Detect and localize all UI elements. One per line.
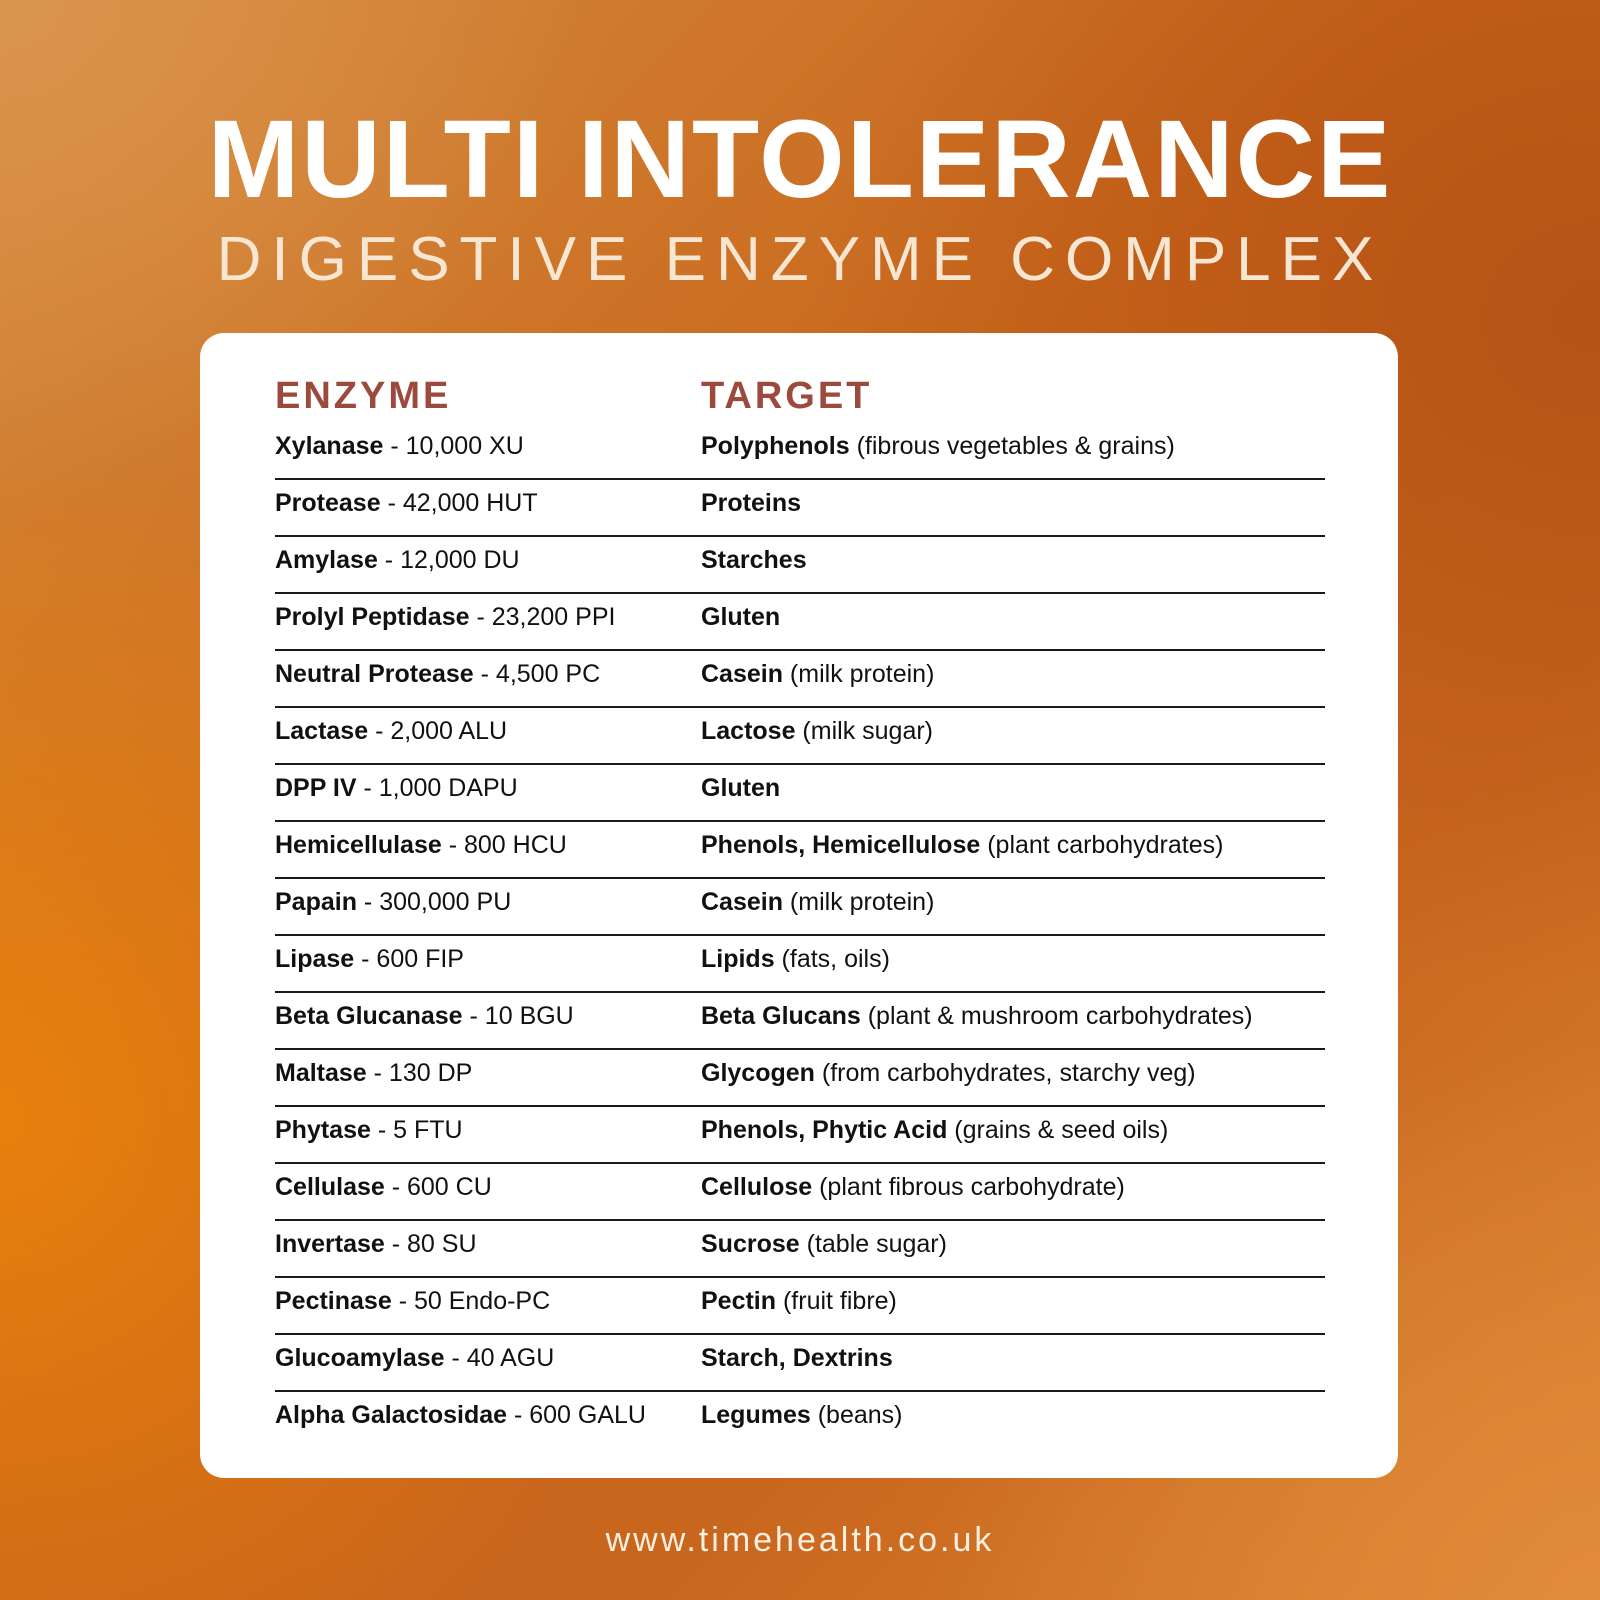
table-row	[275, 1335, 1325, 1392]
enzyme-dose: - 300,000 PU	[356, 888, 512, 916]
enzyme-dose: - 12,000 DU	[377, 546, 520, 574]
enzyme-name: Lipase	[275, 945, 355, 973]
target-name: Proteins	[701, 489, 802, 517]
enzyme-dose: - 23,200 PPI	[469, 603, 616, 631]
target-name: Casein	[701, 660, 783, 688]
enzyme-cell	[275, 1335, 554, 1381]
enzyme-dose: - 42,000 HUT	[380, 489, 538, 517]
enzyme-name: Amylase	[275, 546, 378, 574]
enzyme-dose: - 10 BGU	[462, 1002, 574, 1030]
enzyme-name: Lactase	[275, 717, 369, 745]
table-row	[275, 993, 1325, 1050]
enzyme-cell	[275, 1107, 463, 1153]
target-cell	[701, 1335, 893, 1381]
enzyme-cell	[275, 1392, 646, 1438]
target-note: (from carbohydrates, starchy veg)	[814, 1059, 1196, 1087]
enzyme-cell	[275, 537, 520, 583]
enzyme-cell	[275, 879, 511, 925]
target-name: Sucrose	[701, 1230, 800, 1258]
target-cell	[701, 1221, 947, 1267]
target-name: Starches	[701, 546, 807, 574]
target-name: Legumes	[701, 1401, 811, 1429]
enzyme-name: Neutral Protease	[275, 660, 474, 688]
target-name: Phenols, Hemicellulose	[701, 831, 981, 859]
target-name: Beta Glucans	[701, 1002, 861, 1030]
enzyme-table-card	[200, 333, 1398, 1478]
table-row	[275, 1221, 1325, 1278]
enzyme-cell	[275, 1050, 472, 1096]
table-row	[275, 708, 1325, 765]
target-cell	[701, 1278, 897, 1324]
table-row	[275, 651, 1325, 708]
table-row	[275, 594, 1325, 651]
target-column-header: TARGET	[701, 375, 873, 417]
enzyme-dose: - 600 FIP	[354, 945, 464, 973]
enzyme-table-body	[275, 423, 1325, 1449]
table-row	[275, 765, 1325, 822]
target-name: Starch, Dextrins	[701, 1344, 893, 1372]
target-note: (milk protein)	[782, 660, 935, 688]
target-name: Pectin	[701, 1287, 777, 1315]
target-cell	[701, 480, 801, 526]
enzyme-cell	[275, 765, 518, 811]
table-row	[275, 879, 1325, 936]
enzyme-dose: - 600 GALU	[507, 1401, 646, 1429]
target-cell	[701, 651, 934, 697]
target-cell	[701, 423, 1175, 469]
target-name: Polyphenols	[701, 432, 850, 460]
target-name: Glycogen	[701, 1059, 815, 1087]
target-note: (plant carbohydrates)	[980, 831, 1224, 859]
enzyme-dose: - 50 Endo-PC	[391, 1287, 551, 1315]
enzyme-cell	[275, 1221, 477, 1267]
enzyme-column-header: ENZYME	[275, 375, 452, 417]
table-row	[275, 1107, 1325, 1164]
target-cell	[701, 879, 934, 925]
website-url: www.timehealth.co.uk	[605, 1521, 995, 1559]
target-note: (plant & mushroom carbohydrates)	[860, 1002, 1253, 1030]
target-name: Casein	[701, 888, 783, 916]
enzyme-cell	[275, 594, 615, 640]
enzyme-dose: - 800 HCU	[441, 831, 567, 859]
target-note: (fruit fibre)	[776, 1287, 897, 1315]
enzyme-cell	[275, 651, 600, 697]
table-row	[275, 1050, 1325, 1107]
table-row	[275, 480, 1325, 537]
target-cell	[701, 993, 1253, 1039]
enzyme-cell	[275, 822, 567, 868]
enzyme-name: Alpha Galactosidae	[275, 1401, 508, 1429]
enzyme-dose: - 5 FTU	[370, 1116, 463, 1144]
enzyme-name: Glucoamylase	[275, 1344, 445, 1372]
target-note: (fibrous vegetables & grains)	[849, 432, 1175, 460]
enzyme-name: Hemicellulase	[275, 831, 442, 859]
table-row	[275, 423, 1325, 480]
enzyme-name: DPP IV	[275, 774, 357, 802]
enzyme-cell	[275, 993, 574, 1039]
page-subtitle: DIGESTIVE ENZYME COMPLEX	[216, 225, 1384, 294]
enzyme-cell	[275, 936, 464, 982]
table-row	[275, 537, 1325, 594]
enzyme-dose: - 40 AGU	[444, 1344, 555, 1372]
target-note: (milk protein)	[782, 888, 935, 916]
enzyme-dose: - 80 SU	[384, 1230, 477, 1258]
target-cell	[701, 537, 807, 583]
target-note: (table sugar)	[799, 1230, 947, 1258]
enzyme-name: Beta Glucanase	[275, 1002, 463, 1030]
enzyme-name: Pectinase	[275, 1287, 392, 1315]
enzyme-dose: - 4,500 PC	[473, 660, 601, 688]
target-note: (beans)	[810, 1401, 903, 1429]
target-cell	[701, 594, 780, 640]
page-title: MULTI INTOLERANCE	[207, 98, 1393, 221]
target-name: Gluten	[701, 603, 781, 631]
target-cell	[701, 822, 1223, 868]
enzyme-name: Invertase	[275, 1230, 385, 1258]
enzyme-name: Maltase	[275, 1059, 367, 1087]
enzyme-cell	[275, 1164, 492, 1210]
table-row	[275, 936, 1325, 993]
target-cell	[701, 1050, 1196, 1096]
target-name: Gluten	[701, 774, 781, 802]
enzyme-cell	[275, 423, 524, 469]
enzyme-dose: - 10,000 XU	[383, 432, 524, 460]
target-cell	[701, 1164, 1125, 1210]
table-row	[275, 1392, 1325, 1449]
enzyme-name: Phytase	[275, 1116, 371, 1144]
target-name: Lipids	[701, 945, 775, 973]
target-cell	[701, 936, 890, 982]
target-cell	[701, 708, 933, 754]
target-note: (fats, oils)	[774, 945, 890, 973]
table-row	[275, 822, 1325, 879]
enzyme-name: Xylanase	[275, 432, 384, 460]
target-note: (plant fibrous carbohydrate)	[812, 1173, 1125, 1201]
enzyme-dose: - 2,000 ALU	[368, 717, 508, 745]
table-row	[275, 1278, 1325, 1335]
enzyme-name: Papain	[275, 888, 357, 916]
target-cell	[701, 1392, 902, 1438]
target-name: Cellulose	[701, 1173, 813, 1201]
enzyme-dose: - 130 DP	[366, 1059, 473, 1087]
table-row	[275, 1164, 1325, 1221]
target-note: (grains & seed oils)	[947, 1116, 1169, 1144]
enzyme-name: Cellulase	[275, 1173, 385, 1201]
target-cell	[701, 1107, 1168, 1153]
target-name: Phenols, Phytic Acid	[701, 1116, 948, 1144]
enzyme-name: Prolyl Peptidase	[275, 603, 470, 631]
enzyme-dose: - 600 CU	[384, 1173, 492, 1201]
enzyme-cell	[275, 480, 538, 526]
target-name: Lactose	[701, 717, 796, 745]
enzyme-cell	[275, 1278, 550, 1324]
target-note: (milk sugar)	[795, 717, 933, 745]
enzyme-name: Protease	[275, 489, 381, 517]
enzyme-dose: - 1,000 DAPU	[356, 774, 518, 802]
table-header-row	[275, 371, 1325, 421]
target-cell	[701, 765, 780, 811]
enzyme-cell	[275, 708, 507, 754]
